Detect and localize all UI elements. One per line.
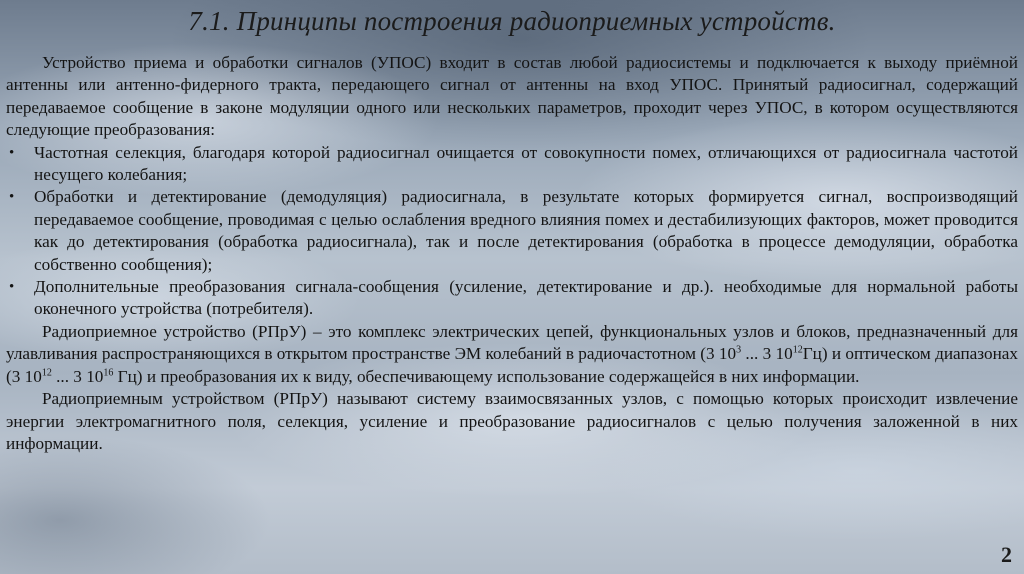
exponent: 3 <box>736 344 742 356</box>
bullet-text: Дополнительные преобразования сигнала-сообщения (усиление, детектирование и др.). необходимые для нормальной работы оконечного устройства (потребителя). <box>34 277 1018 319</box>
exponent: 16 <box>103 366 114 378</box>
bullet-dot-icon: • <box>9 144 15 161</box>
slide-title: 7.1. Принципы построения радиоприемных устройств. <box>188 6 836 36</box>
bullet-text: Обработки и детектирование (демодуляция) радиосигнала, в результате которых формируется сигнал, воспроизводящий передаваемое сообщение, проводимая с целью ослабления вредного влияния помех и дестабилизующих факторов, может проводится как до детектирования (обработка радиосигнала), так и после детектирования (обработка в процессе демодуляции, обработка собственно сообщения); <box>34 187 1018 274</box>
bullet-list <box>6 142 1018 321</box>
bullet-text: Частотная селекция, благодаря которой радиосигнал очищается от совокупности помех, отличающихся от радиосигнала частотой несущего колебания; <box>34 142 1018 185</box>
paragraph-intro: Устройство приема и обработки сигналов (УПОС) входит в состав любой радиосистемы и подключается к выходу приёмной антенны или антенно-фидерного тракта, передающего сигнал от антенны на вход УПОС. Принятый радиосигнал, содержащий передаваемое сообщение в законе модуляции одного или нескольких параметров, проходит через УПОС, в котором осуществляются следующие преобразования: <box>6 53 1018 140</box>
bullet-item-detection <box>6 186 1018 276</box>
paragraph-definition <box>6 321 1018 388</box>
bullet-dot-icon: • <box>9 279 15 296</box>
text-fragment: Гц) и оптическом диапазонах (3 10 <box>6 344 1018 386</box>
bullet-item-selection <box>6 142 1018 187</box>
bullet-dot-icon: • <box>9 189 15 206</box>
bullet-item-additional <box>6 276 1018 321</box>
text-fragment: Радиоприемное устройство (РПрУ) – это комплекс электрических цепей, функциональных узлов и блоков, предназначенный для улавливания распространяющихся в открытом пространстве ЭМ колебаний в радиочастотном (3 10 <box>6 321 1018 364</box>
exponent: 12 <box>792 344 803 356</box>
text-fragment: Гц) и преобразования их к виду, обеспечивающему использование содержащейся в них информации. <box>113 366 860 386</box>
slide-content <box>6 52 1018 455</box>
exponent: 12 <box>41 366 52 378</box>
page-number: 2 <box>1001 542 1012 567</box>
paragraph-system: Радиоприемным устройством (РПрУ) называют систему взаимосвязанных узлов, с помощью которых происходит извлечение энергии электромагнитного поля, селекция, усиление и преобразование радиосигналов с целью получения заложенной в них информации. <box>6 389 1018 453</box>
text-fragment: ... 3 10 <box>741 344 793 364</box>
text-fragment: ... 3 10 <box>51 366 104 386</box>
